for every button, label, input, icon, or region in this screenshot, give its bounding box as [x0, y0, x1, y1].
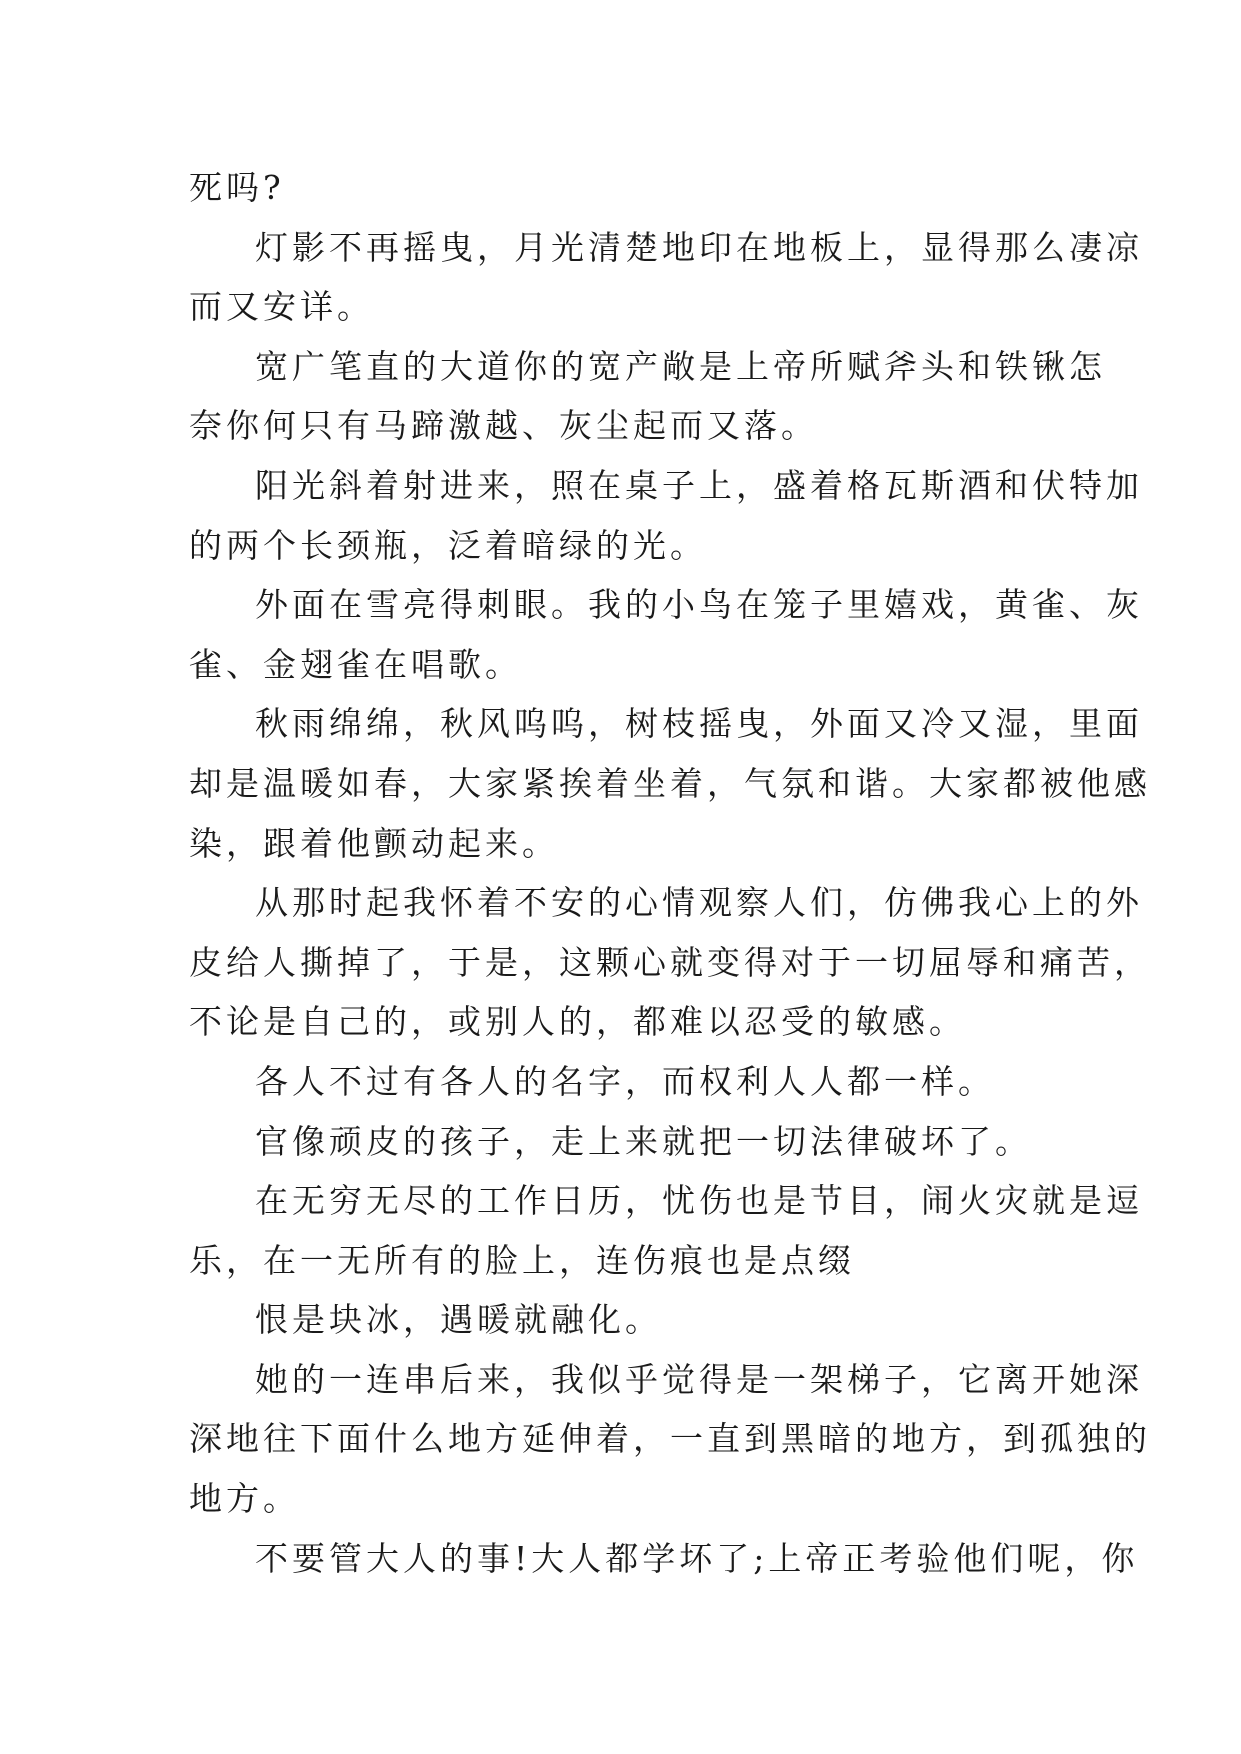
text-line: 秋雨绵绵，秋风呜呜，树枝摇曳，外面又冷又湿，里面	[255, 704, 1143, 744]
text-line: 的两个长颈瓶，泛着暗绿的光。	[189, 525, 707, 565]
text-line: 不要管大人的事!大人都学坏了;上帝正考验他们呢，你	[255, 1538, 1139, 1578]
text-line: 而又安详。	[189, 287, 374, 327]
text-line: 从那时起我怀着不安的心情观察人们，仿佛我心上的外	[255, 883, 1143, 923]
text-line: 外面在雪亮得刺眼。我的小鸟在笼子里嬉戏，黄雀、灰	[255, 585, 1143, 625]
text-line: 奈你何只有马蹄激越、灰尘起而又落。	[189, 406, 818, 446]
text-line: 阳光斜着射进来，照在桌子上，盛着格瓦斯酒和伏特加	[255, 465, 1143, 505]
text-line: 雀、金翅雀在唱歌。	[189, 644, 522, 684]
text-line: 不论是自己的，或别人的，都难以忍受的敏感。	[189, 1002, 966, 1042]
text-line: 她的一连串后来，我似乎觉得是一架梯子，它离开她深	[255, 1359, 1143, 1399]
text-line: 染，跟着他颤动起来。	[189, 823, 559, 863]
text-line: 却是温暖如春，大家紧挨着坐着，气氛和谐。大家都被他感	[189, 763, 1151, 803]
body-text	[189, 158, 1151, 1588]
text-line: 恨是块冰，遇暖就融化。	[255, 1300, 662, 1340]
text-line: 各人不过有各人的名字，而权利人人都一样。	[255, 1061, 995, 1101]
text-line: 在无穷无尽的工作日历，忧伤也是节目，闹火灾就是逗	[255, 1181, 1143, 1221]
text-line: 乐，在一无所有的脸上，连伤痕也是点缀	[189, 1240, 855, 1280]
text-line: 官像顽皮的孩子，走上来就把一切法律破坏了。	[255, 1121, 1032, 1161]
text-line: 皮给人撕掉了，于是，这颗心就变得对于一切屈辱和痛苦，	[189, 942, 1151, 982]
text-line: 宽广笔直的大道你的宽产敞是上帝所赋斧头和铁锹怎	[255, 346, 1106, 386]
text-line: 灯影不再摇曳，月光清楚地印在地板上，显得那么凄凉	[255, 227, 1143, 267]
text-line: 死吗?	[189, 168, 285, 207]
text-line: 地方。	[189, 1479, 300, 1519]
text-line: 深地往下面什么地方延伸着，一直到黑暗的地方，到孤独的	[189, 1419, 1151, 1459]
